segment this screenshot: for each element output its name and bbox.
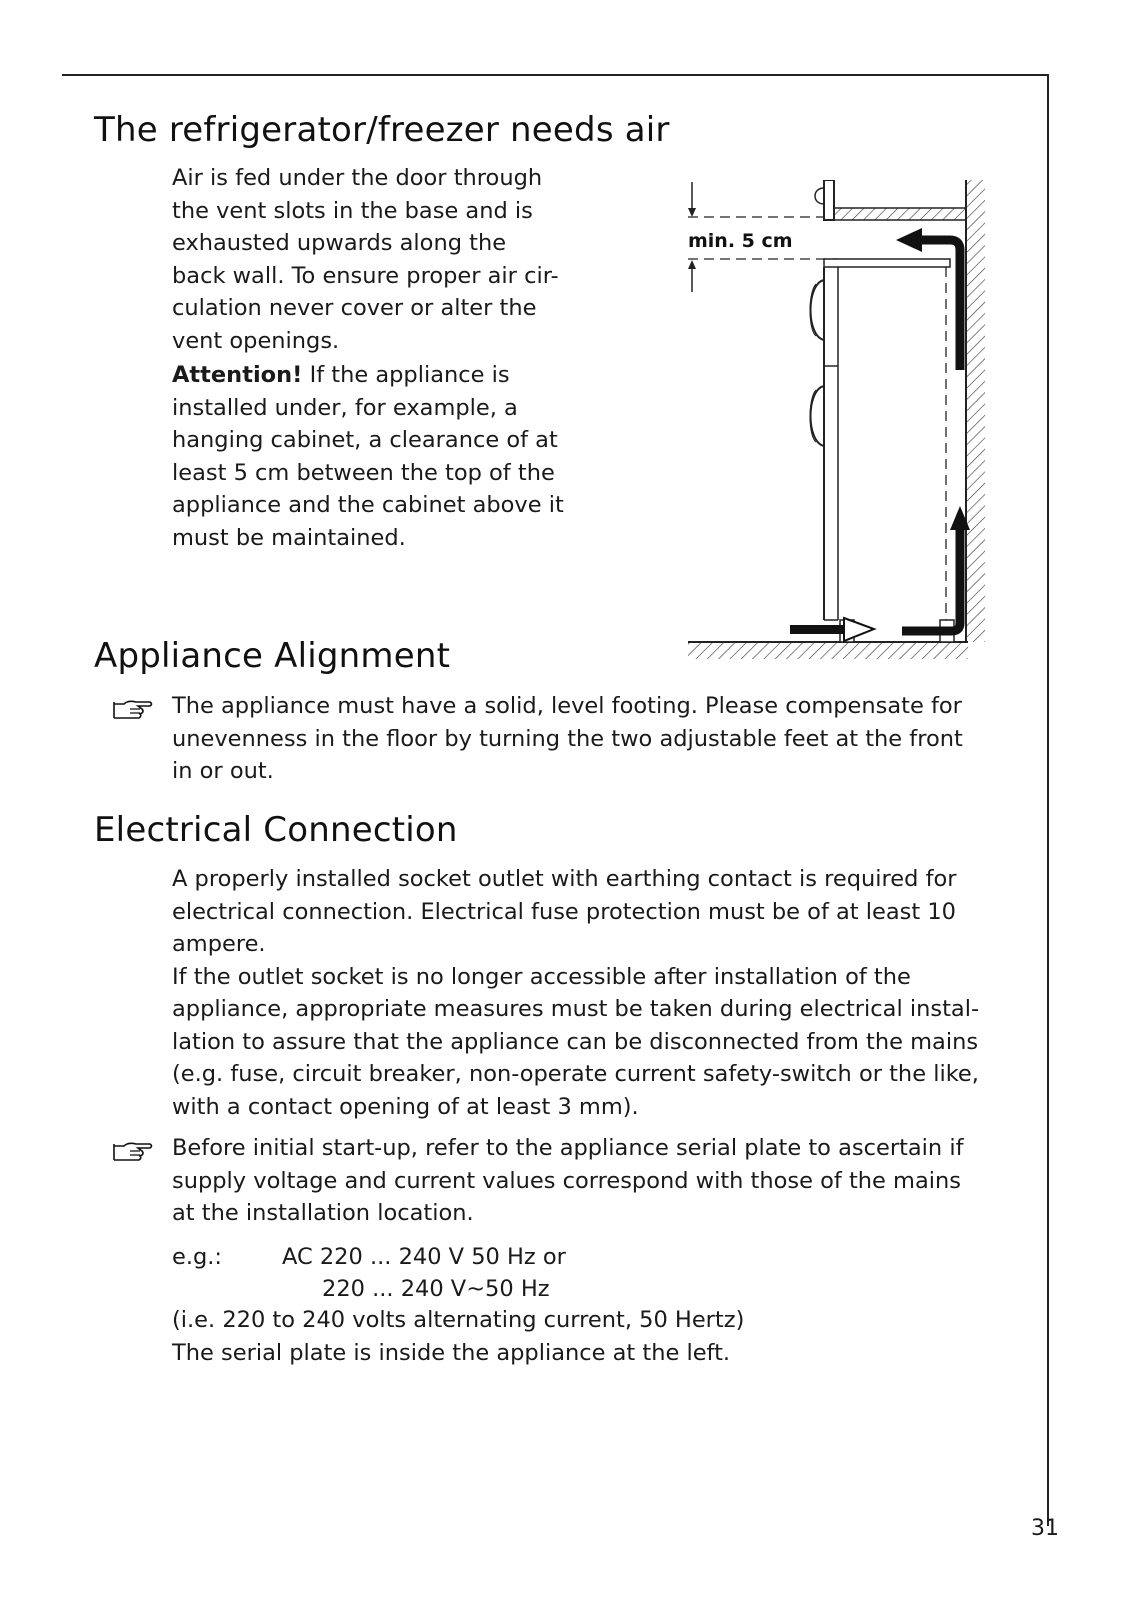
text-line: the vent slots in the base and is [172, 197, 533, 224]
text-line: supply voltage and current values correspond with those of the mains [172, 1167, 961, 1194]
text-line: Before initial start-up, refer to the appliance serial plate to ascertain if [172, 1135, 964, 1161]
text-line [172, 359, 592, 392]
electrical-paragraph [172, 863, 1032, 1123]
alignment-note [172, 690, 1032, 788]
example-label: e.g.: [172, 1244, 223, 1270]
heading-appliance-alignment: Appliance Alignment [94, 636, 451, 676]
heading-electrical-connection: Electrical Connection [94, 810, 458, 850]
top-rule [62, 74, 1048, 76]
text-line: hanging cabinet, a clearance of at [172, 427, 558, 453]
text-line: The appliance must have a solid, level footing. Please compensate for [172, 693, 962, 719]
text-line: A properly installed socket outlet with earthing contact is required for [172, 866, 957, 892]
text-line: (e.g. fuse, circuit breaker, non-operate current safety-switch or the like, [172, 1061, 979, 1087]
text-line: appliance, appropriate measures must be taken during electrical instal- [172, 996, 980, 1022]
text-line: at the installation location. [172, 1200, 474, 1226]
text-line: appliance and the cabinet above it [172, 492, 564, 518]
pointing-hand-icon [112, 1140, 154, 1164]
voltage-example [172, 1241, 672, 1305]
text-line: installed under, for example, a [172, 394, 518, 421]
text-line: (i.e. 220 to 240 volts alternating current, 50 Hertz) [172, 1307, 745, 1333]
text-line: culation never cover or alter the [172, 295, 537, 321]
page-number: 31 [1031, 1516, 1059, 1541]
text-line: with a contact opening of at least 3 mm). [172, 1093, 639, 1120]
example-value-alt: 220 ... 240 V~50 Hz [322, 1276, 550, 1302]
text-line: The serial plate is inside the appliance at the left. [172, 1339, 731, 1366]
min-clearance-label: min. 5 cm [688, 230, 793, 252]
arrow-left-icon [896, 228, 960, 370]
text-line: in or out. [172, 758, 274, 784]
text-line: ampere. [172, 931, 266, 957]
appliance [810, 259, 954, 642]
air-circulation-diagram [688, 180, 1018, 680]
attention-label: Attention! [172, 362, 303, 388]
text-line: Air is fed under the door through [172, 165, 543, 191]
pointing-hand-icon [112, 698, 154, 722]
text-line: back wall. To ensure proper air cir- [172, 262, 559, 289]
arrow-right-icon [790, 618, 874, 641]
heading-needs-air: The refrigerator/freezer needs air [94, 110, 670, 150]
cabinet-above [815, 180, 966, 220]
attention-paragraph [172, 359, 592, 554]
text-line: unevenness in the floor by turning the two adjustable feet at the front [172, 725, 963, 752]
floor [688, 642, 968, 659]
text-line: least 5 cm between the top of the [172, 459, 555, 486]
text-line: vent openings. [172, 327, 340, 354]
attention-first-line: If the appliance is [302, 362, 510, 388]
right-margin-rule [1047, 74, 1049, 1526]
text-line: must be maintained. [172, 524, 406, 551]
air-paragraph [172, 162, 572, 357]
text-line: exhausted upwards along the [172, 230, 507, 256]
example-value-ac: AC 220 ... 240 V 50 Hz or [282, 1244, 566, 1270]
text-line: If the outlet socket is no longer accessible after installation of the [172, 963, 911, 990]
text-line: lation to assure that the appliance can be disconnected from the mains [172, 1028, 979, 1055]
wall [966, 180, 985, 642]
airflow-arrows [790, 228, 970, 641]
arrow-up-icon [902, 506, 970, 631]
text-line: electrical connection. Electrical fuse protection must be of at least 10 [172, 898, 956, 925]
closing-paragraph [172, 1304, 1032, 1369]
serial-plate-note [172, 1132, 1032, 1230]
